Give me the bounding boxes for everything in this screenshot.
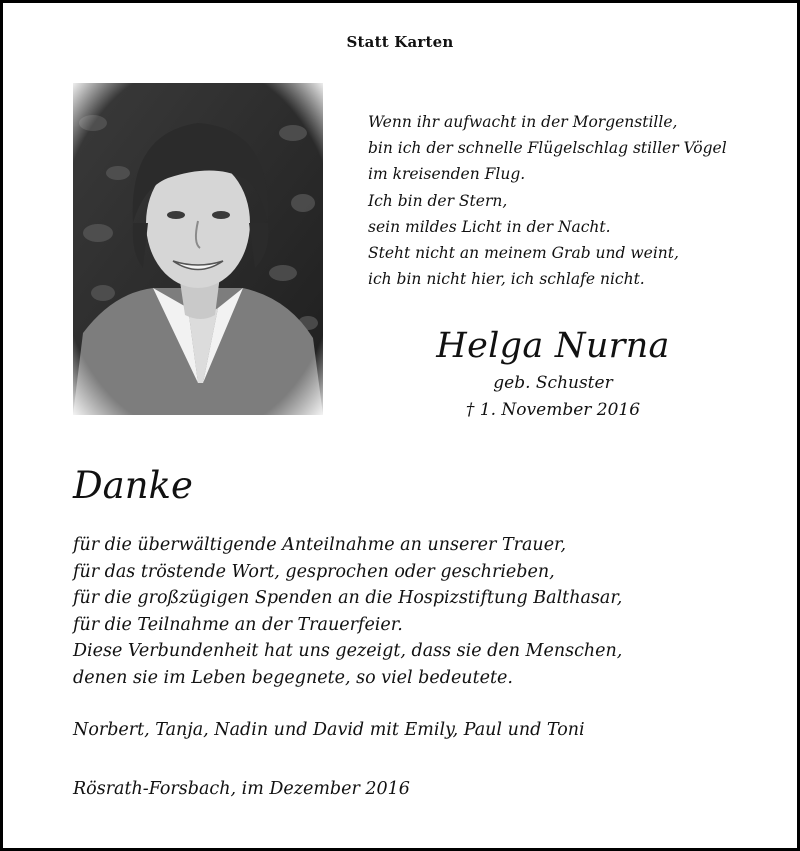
poem-line: Steht nicht an meinem Grab und weint,	[368, 244, 679, 263]
place-date: Rösrath-Forsbach, im Dezember 2016	[73, 779, 410, 799]
thanks-line: für die großzügigen Spenden an die Hospizstiftung Balthasar,	[73, 588, 623, 609]
thanks-heading: Danke	[73, 464, 193, 507]
death-date: † 1. November 2016	[465, 400, 641, 420]
poem-line: Ich bin der Stern,	[368, 191, 508, 210]
poem-line: ich bin nicht hier, ich schlafe nicht.	[368, 270, 645, 289]
thanks-line: für das tröstende Wort, gesprochen oder geschrieben,	[73, 561, 555, 582]
thanks-line: für die überwältigende Anteilnahme an unserer Trauer,	[73, 535, 567, 555]
thanks-line: denen sie im Leben begegnete, so viel bedeutete.	[73, 667, 513, 688]
thanks-line: für die Teilnahme an der Trauerfeier.	[73, 614, 403, 635]
poem-line: Wenn ihr aufwacht in der Morgenstille,	[368, 113, 678, 131]
thanks-line: Diese Verbundenheit hat uns gezeigt, dass sie den Menschen,	[73, 641, 623, 662]
family-signature: Norbert, Tanja, Nadin und David mit Emily, Paul und Toni	[73, 720, 585, 740]
birth-name: geb. Schuster	[493, 373, 613, 393]
header-title: Statt Karten	[346, 33, 454, 51]
deceased-info	[383, 321, 723, 425]
poem	[368, 109, 727, 292]
portrait-photo	[73, 83, 323, 415]
deceased-name: Helga Nurna	[436, 326, 670, 366]
thanks-text	[73, 532, 622, 692]
poem-line: sein mildes Licht in der Nacht.	[368, 217, 611, 236]
poem-line: im kreisenden Flug.	[368, 165, 526, 184]
poem-line: bin ich der schnelle Flügelschlag stiller Vögel	[368, 139, 727, 158]
